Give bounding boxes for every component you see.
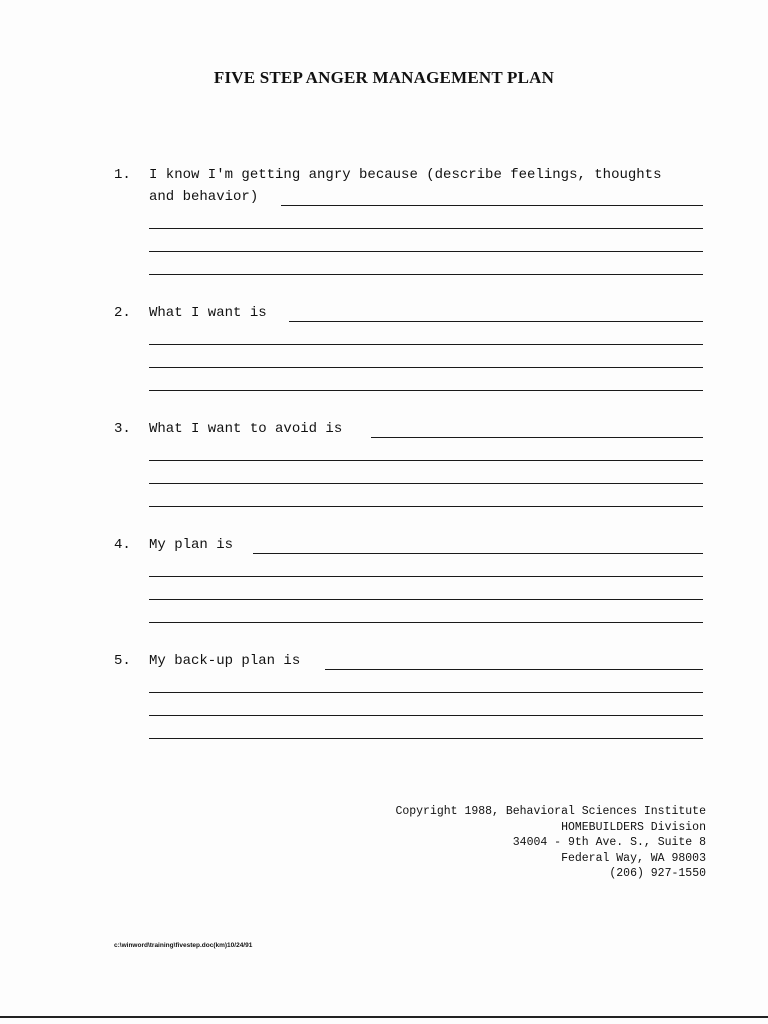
page-bottom-divider: [0, 1016, 768, 1018]
answer-line[interactable]: [149, 599, 703, 600]
item-number: 5.: [114, 653, 131, 669]
answer-line[interactable]: [149, 622, 703, 623]
answer-line[interactable]: [253, 553, 703, 554]
answer-line[interactable]: [149, 692, 703, 693]
item-prompt: What I want to avoid is: [149, 421, 343, 437]
item-prompt-line-2: and behavior): [149, 189, 259, 205]
answer-line[interactable]: [325, 669, 703, 670]
copyright-line: Copyright 1988, Behavioral Sciences Institute: [395, 805, 706, 818]
answer-line[interactable]: [289, 321, 703, 322]
answer-line[interactable]: [149, 228, 703, 229]
answer-line[interactable]: [149, 344, 703, 345]
item-prompt: My plan is: [149, 537, 234, 553]
item-prompt: What I want is: [149, 305, 267, 321]
answer-line[interactable]: [149, 483, 703, 484]
answer-line[interactable]: [149, 274, 703, 275]
city-line: Federal Way, WA 98003: [561, 851, 706, 865]
item-prompt: My back-up plan is: [149, 653, 301, 669]
answer-line[interactable]: [149, 390, 703, 391]
item-number: 2.: [114, 305, 131, 321]
item-prompt-line-1: I know I'm getting angry because (describe feelings, thoughts: [149, 167, 662, 183]
answer-line[interactable]: [149, 367, 703, 368]
answer-line[interactable]: [149, 460, 703, 461]
item-number: 3.: [114, 421, 131, 437]
answer-line[interactable]: [149, 576, 703, 577]
file-path: c:\winword\training\fivestep.doc(km)10/24/91: [114, 942, 253, 949]
item-number: 1.: [114, 167, 131, 183]
answer-line[interactable]: [149, 506, 703, 507]
item-number: 4.: [114, 537, 131, 553]
answer-line[interactable]: [149, 251, 703, 252]
phone-line: (206) 927-1550: [609, 867, 706, 880]
division-line: HOMEBUILDERS Division: [561, 820, 706, 834]
page-title: FIVE STEP ANGER MANAGEMENT PLAN: [213, 68, 555, 87]
answer-line[interactable]: [371, 437, 703, 438]
copyright-block: [395, 804, 706, 882]
answer-line[interactable]: [281, 205, 703, 206]
answer-line[interactable]: [149, 715, 703, 716]
address-line: 34004 - 9th Ave. S., Suite 8: [512, 836, 706, 849]
answer-line[interactable]: [149, 738, 703, 739]
